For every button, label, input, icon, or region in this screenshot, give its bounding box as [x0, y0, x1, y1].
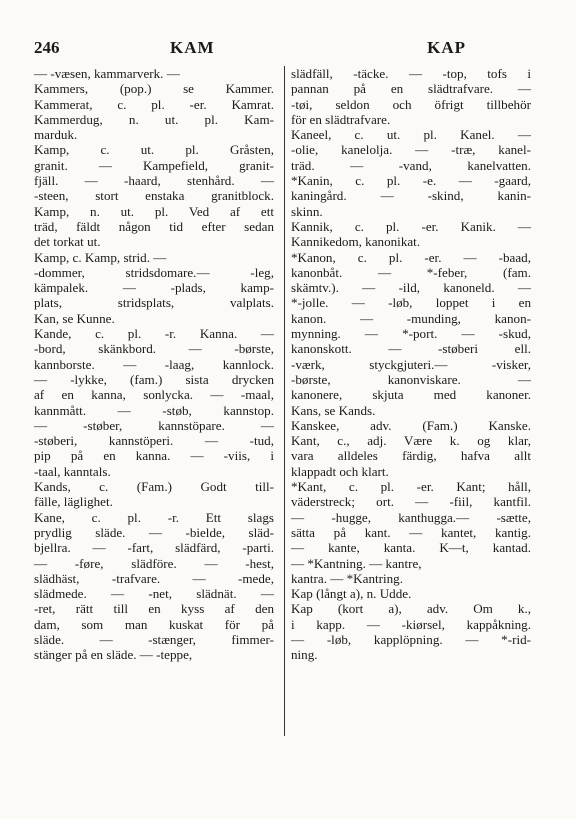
dictionary-line: Kammerat, c. pl. -er. Kamrat.	[34, 96, 274, 112]
dictionary-line: slädfäll, -täcke. — -top, tofs i	[291, 66, 531, 81]
dictionary-line: Kanskee, adv. (Fam.) Kanske.	[291, 417, 531, 433]
dictionary-line: — -støber, kannstöpare. —	[34, 417, 274, 433]
dictionary-line: klappadt och klart.	[291, 463, 389, 479]
dictionary-line: granit. — Kampefield, granit-	[34, 157, 274, 173]
dictionary-line: Kap (kort a), adv. Om k.,	[291, 601, 531, 617]
dictionary-line: ning.	[291, 647, 318, 663]
dictionary-line: Kamp, n. ut. pl. Ved af ett	[34, 203, 274, 219]
dictionary-line: väderstreck; ort. — -fiil, kantfil.	[291, 494, 531, 510]
dictionary-line: träd, fäldt någon tid efter sedan	[34, 218, 274, 234]
dictionary-line: slädhäst, -trafvare. — -mede,	[34, 570, 274, 586]
dictionary-line: Kands, c. (Fam.) Godt till-	[34, 479, 274, 495]
dictionary-line: marduk.	[34, 127, 78, 143]
dictionary-line: Kaneel, c. ut. pl. Kanel. —	[291, 127, 531, 143]
dictionary-line: kannborste. — -laag, kannlock.	[34, 356, 274, 372]
dictionary-line: pip på en kanna. — -viis, i	[34, 448, 274, 464]
dictionary-line: släde. — -stænger, fimmer-	[34, 631, 274, 647]
dictionary-line: vara alldeles färdig, hafva allt	[291, 448, 531, 464]
dictionary-line: fälle, läglighet.	[34, 494, 113, 510]
dictionary-line: -taal, kanntals.	[34, 463, 111, 479]
dictionary-line: *-jolle. — -løb, loppet i en	[291, 295, 531, 311]
dictionary-line: plats, stridsplats, valplats.	[34, 295, 274, 311]
dictionary-line: — kante, kanta. K—t, kantad.	[291, 540, 531, 556]
dictionary-line: *Kant, c. pl. -er. Kant; håll,	[291, 479, 531, 495]
dictionary-line: i kapp. — -kiørsel, kappåkning.	[291, 616, 531, 632]
dictionary-line: Kant, c., adj. Være k. og klar,	[291, 433, 531, 449]
dictionary-line: fjäll. — -haard, stenhård. —	[34, 173, 274, 189]
dictionary-line: träd. — -vand, kanelvatten.	[291, 157, 531, 173]
dictionary-line: -olie, kanelolja. — -træ, kanel-	[291, 142, 531, 158]
dictionary-line: Kane, c. pl. -r. Ett slags	[34, 509, 274, 525]
dictionary-line: Kans, se Kands.	[291, 402, 376, 418]
dictionary-line: Kamp, c. Kamp, strid. —	[34, 249, 167, 265]
dictionary-line: det torkat ut.	[34, 234, 101, 250]
dictionary-line: -dommer, stridsdomare.— -leg,	[34, 264, 274, 280]
dictionary-line: — -hugge, kanthugga.— -sætte,	[291, 509, 531, 525]
right-column	[291, 66, 531, 663]
dictionary-line: Kammers, (pop.) se Kammer.	[34, 81, 274, 97]
dictionary-line: kanonere, skjuta med kanoner.	[291, 387, 531, 403]
column-divider	[284, 66, 285, 736]
dictionary-line: Kammerdug, n. ut. pl. Kam-	[34, 111, 274, 127]
dictionary-line: — -væsen, kammarverk. —	[34, 66, 180, 81]
dictionary-line: kaningård. — -skind, kanin-	[291, 188, 531, 204]
dictionary-line: -ret, rätt till en kyss af den	[34, 601, 274, 617]
dictionary-line: kannmått. — -støb, kannstop.	[34, 402, 274, 418]
dictionary-line: — -føre, slädföre. — -hest,	[34, 555, 274, 571]
dictionary-line: kanon. — -munding, kanon-	[291, 310, 531, 326]
dictionary-line: — *Kantning. — kantre,	[291, 555, 422, 571]
dictionary-line: sätta på kant. — kantet, kantig.	[291, 524, 531, 540]
dictionary-line: Kamp, c. ut. pl. Gråsten,	[34, 142, 274, 158]
dictionary-line: bjellra. — -fart, slädfärd, -parti.	[34, 540, 274, 556]
dictionary-line: kantra. — *Kantring.	[291, 570, 403, 586]
dictionary-line: Kannik, c. pl. -er. Kanik. —	[291, 218, 531, 234]
dictionary-line: — -løb, kapplöpning. — *-rid-	[291, 631, 531, 647]
dictionary-line: af en kanna, sonlycka. — -maal,	[34, 387, 274, 403]
dictionary-line: Kan, se Kunne.	[34, 310, 115, 326]
dictionary-line: kämpalek. — -plads, kamp-	[34, 280, 274, 296]
dictionary-line: Kap (långt a), n. Udde.	[291, 586, 412, 602]
dictionary-line: skinn.	[291, 203, 323, 219]
dictionary-line: -støberi, kannstöperi. — -tud,	[34, 433, 274, 449]
page-header	[32, 38, 538, 62]
dictionary-line: -steen, stort enstaka granitblock.	[34, 188, 274, 204]
right-guide-word: KAP	[427, 38, 466, 57]
dictionary-line: mynning. — *-port. — -skud,	[291, 326, 531, 342]
dictionary-line: kanonskott. — -støberi ell.	[291, 341, 531, 357]
dictionary-line: -værk, styckgjuteri.— -visker,	[291, 356, 531, 372]
dictionary-line: -tøi, seldon och öfrigt tillbehör	[291, 96, 531, 112]
dictionary-line: dam, som man kuskat för på	[34, 616, 274, 632]
dictionary-line: *Kanin, c. pl. -e. — -gaard,	[291, 173, 531, 189]
dictionary-line: prydlig släde. — -bielde, släd-	[34, 524, 274, 540]
dictionary-line: för en slädtrafvare.	[291, 111, 391, 127]
dictionary-line: Kannikedom, kanonikat.	[291, 234, 421, 250]
dictionary-line: pannan på en slädtrafvare. —	[291, 81, 531, 97]
dictionary-line: *Kanon, c. pl. -er. — -baad,	[291, 249, 531, 265]
dictionary-line: Kande, c. pl. -r. Kanna. —	[34, 326, 274, 342]
dictionary-line: — -lykke, (fam.) sista drycken	[34, 371, 274, 387]
dictionary-line: -børste, kanonviskare. —	[291, 371, 531, 387]
page-number: 246	[34, 38, 60, 57]
dictionary-line: kanonbåt. — *-feber, (fam.	[291, 264, 531, 280]
dictionary-line: slädmede. — -net, slädnät. —	[34, 586, 274, 602]
dictionary-line: skämtv.). — -ild, kanoneld. —	[291, 280, 531, 296]
left-guide-word: KAM	[170, 38, 215, 57]
left-column	[34, 66, 274, 663]
dictionary-line: stänger på en släde. — -teppe,	[34, 647, 193, 663]
dictionary-line: -bord, skänkbord. — -børste,	[34, 341, 274, 357]
